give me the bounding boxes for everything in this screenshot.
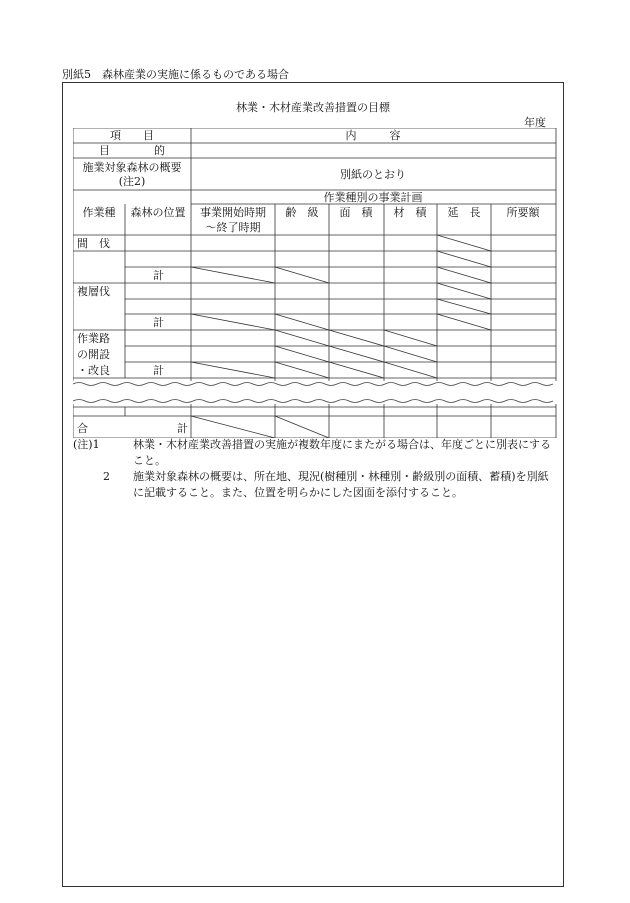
row-road-line2: の開設 (77, 348, 110, 361)
content-header: 内 容 (345, 129, 401, 142)
col-age-class: 齢 級 (285, 206, 319, 219)
col-work-type: 作業種 (82, 206, 116, 219)
row-multilayer-subtotal: 計 (153, 316, 164, 329)
note-1-text: 林業・木材産業改善措置の実施が複数年度にまたがる場合は、年度ごとに別表にすること。 (133, 438, 551, 467)
col-area: 面 積 (339, 206, 373, 219)
plan-header: 作業種別の事業計画 (323, 191, 423, 204)
document-caption: 別紙5 森林産業の実施に係るものである場合 (62, 68, 289, 81)
col-length: 延 長 (447, 206, 481, 219)
row-thinning-subtotal: 計 (153, 269, 164, 282)
row-multilayer: 複層伐 (77, 285, 110, 298)
note-2-text: 施業対象森林の概要は、所在地、現況(樹種別・林種別・齢級別の面積、蓄積)を別紙に記載すること。また、位置を明らかにした図面を添付すること。 (133, 470, 549, 499)
improvement-plan-table (73, 128, 557, 438)
purpose-label: 目 的 (99, 144, 165, 157)
note-2 (73, 469, 553, 501)
fiscal-year-label: 年度 (524, 116, 546, 129)
col-volume: 材 積 (393, 206, 427, 219)
item-header: 項 目 (110, 129, 154, 142)
row-total-left: 合 (77, 422, 88, 435)
see-attached-text: 別紙のとおり (340, 168, 406, 181)
col-period-line1: 事業開始時期 (200, 206, 266, 219)
notes-section (73, 437, 553, 501)
document-title: 林業・木材産業改善措置の目標 (236, 101, 390, 114)
col-forest-position: 森林の位置 (130, 206, 186, 219)
row-road-subtotal: 計 (153, 364, 164, 377)
row-thinning: 間 伐 (77, 237, 110, 250)
forest-overview-note-ref: (注2) (118, 175, 146, 188)
col-cost: 所要額 (506, 206, 540, 219)
note-1 (73, 437, 553, 469)
note-1-index: (注)1 (73, 438, 100, 451)
forest-overview-label: 施業対象森林の概要 (82, 161, 182, 174)
col-period-line2: ～終了時期 (205, 221, 261, 234)
row-road-line1: 作業路 (77, 332, 110, 345)
note-2-index: 2 (103, 470, 110, 483)
row-total-right: 計 (177, 422, 188, 435)
row-road-line3: ・改良 (77, 364, 110, 377)
